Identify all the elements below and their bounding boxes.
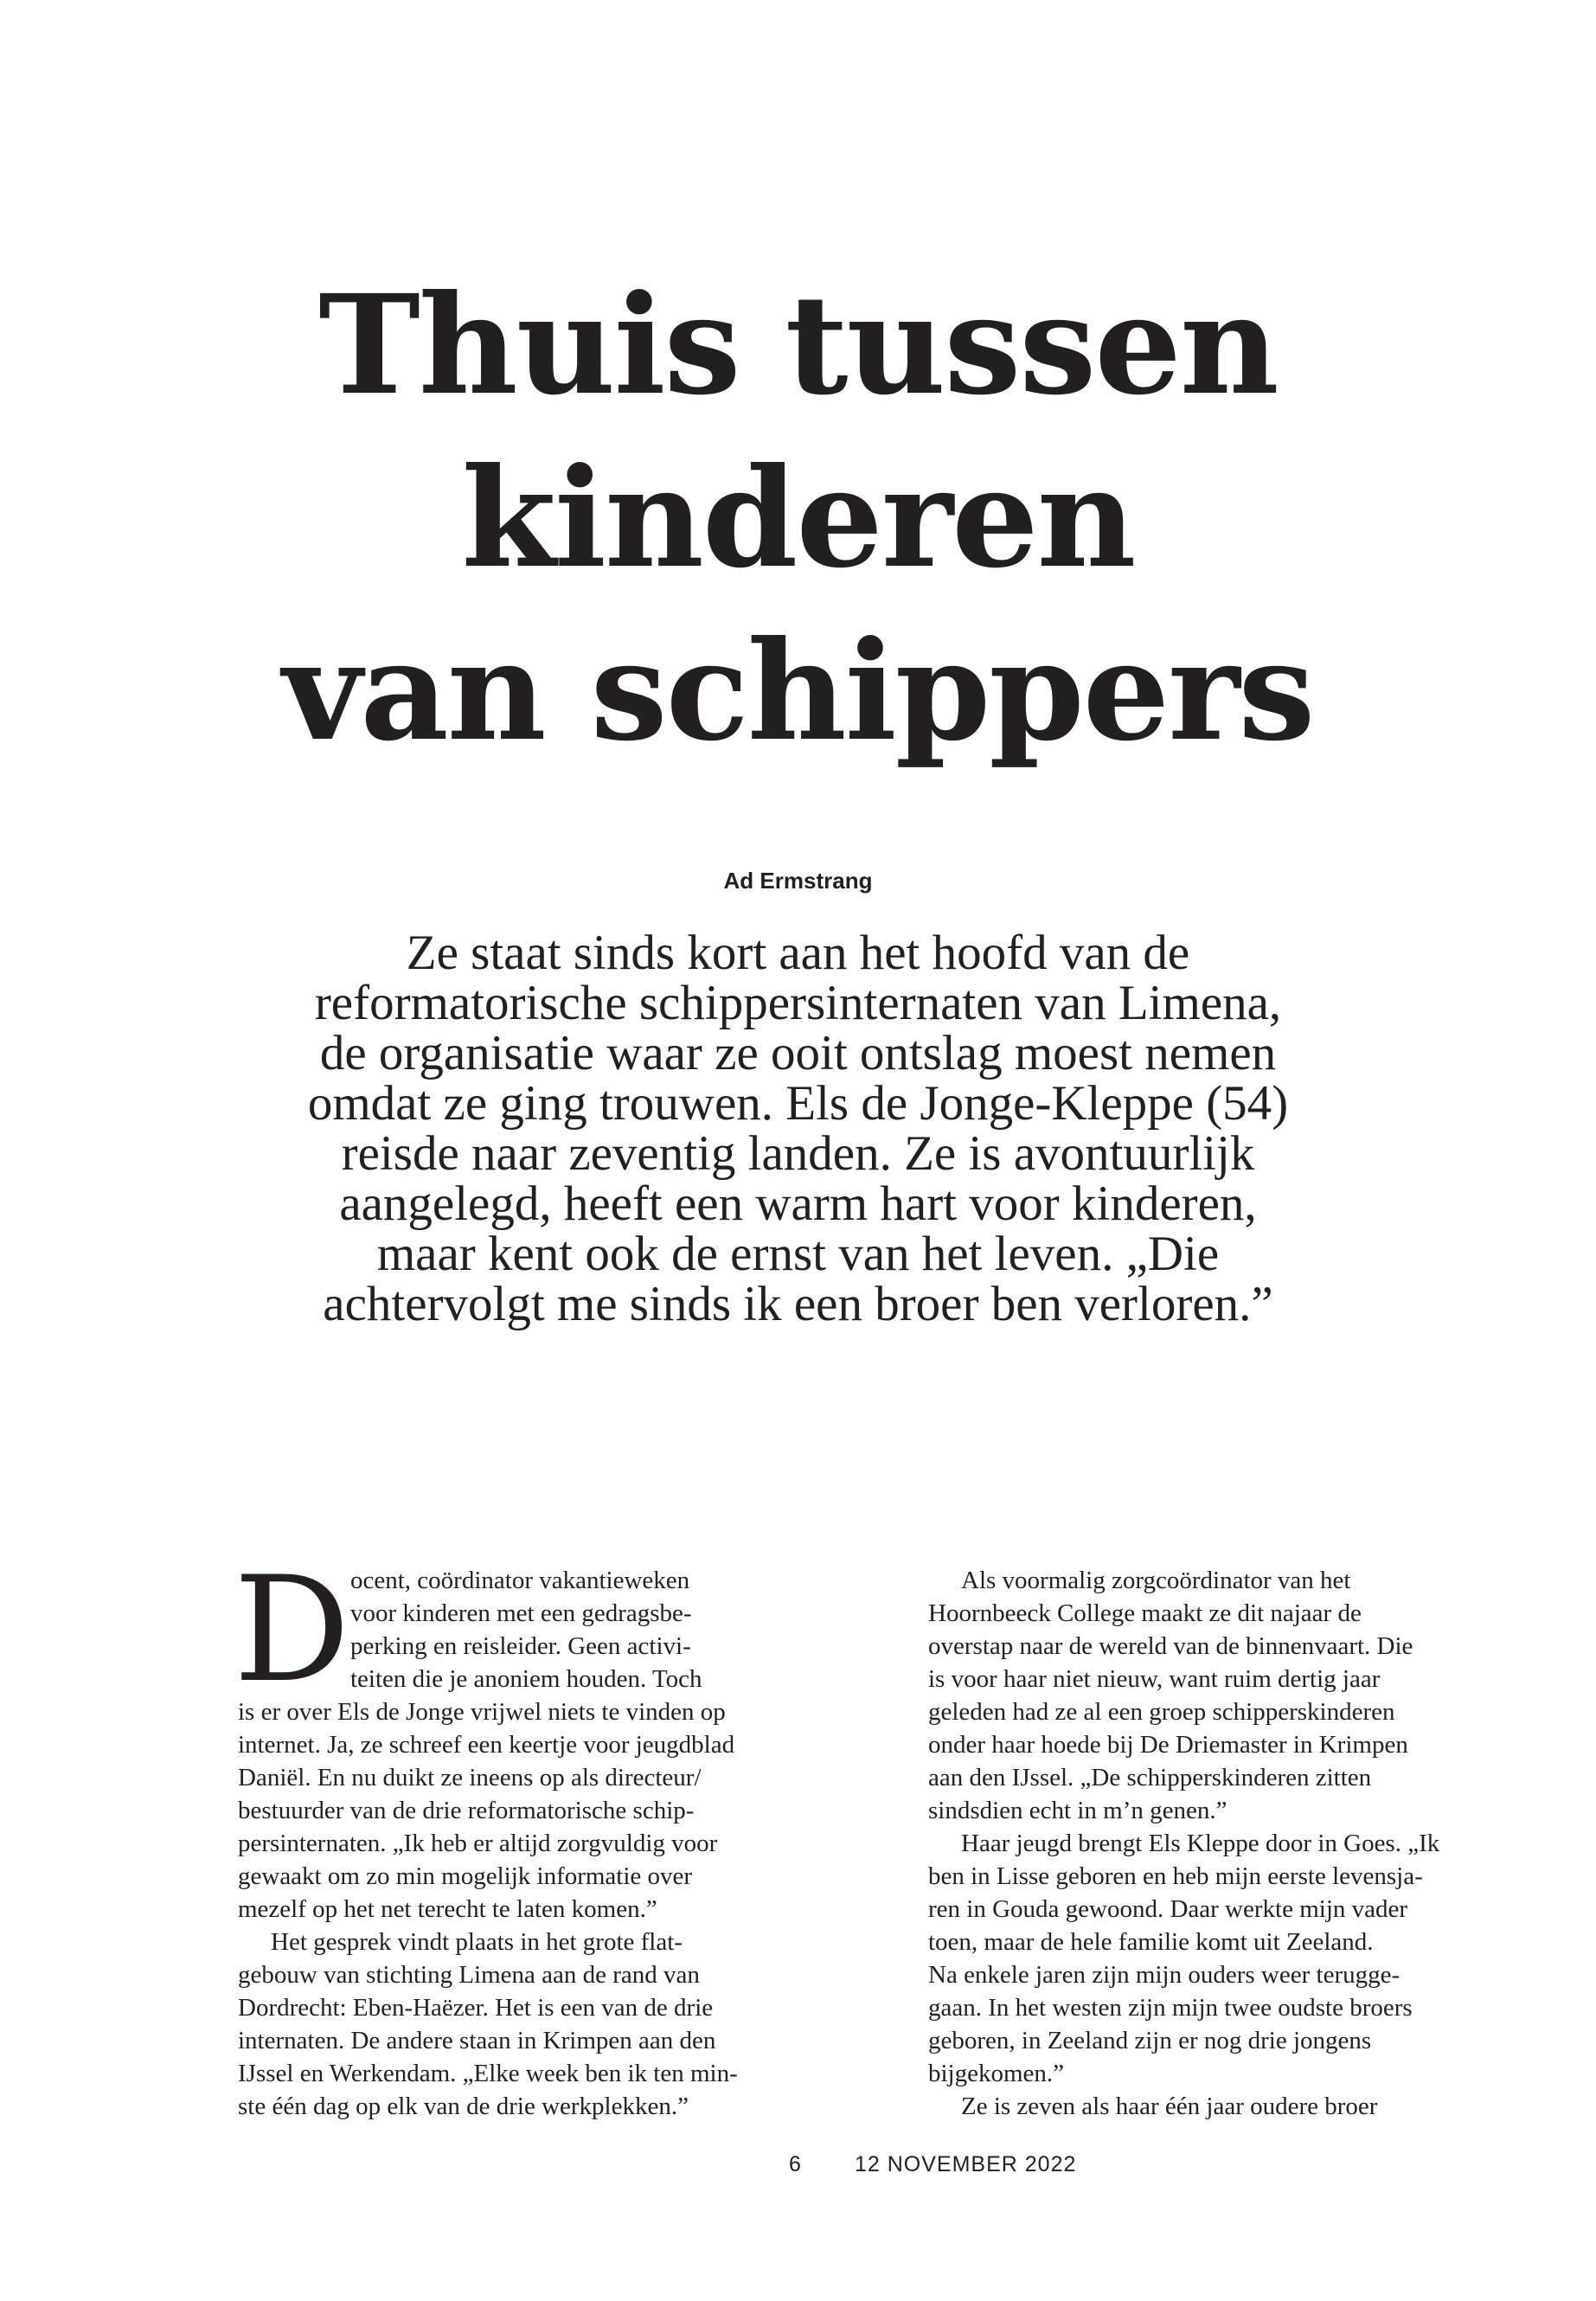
body-line: Haar jeugd brengt Els Kleppe door in Goes. „Ik: [961, 1830, 1440, 1857]
body-line: mezelf op het net terecht te laten komen.”: [238, 1895, 657, 1923]
body-line: ben in Lisse geboren en heb mijn eerste levensja-: [928, 1862, 1423, 1890]
body-line: ren in Gouda gewoond. Daar werkte mijn vader: [928, 1895, 1408, 1923]
intro-line: achtervolgt me sinds ik een broer ben verloren.”: [323, 1277, 1273, 1331]
intro-line: reformatorische schippersinternaten van Limena,: [314, 976, 1282, 1030]
body-line: persinternaten. „Ik heb er altijd zorgvuldig voor: [238, 1830, 718, 1857]
body-line: sindsdien echt in m’n genen.”: [928, 1797, 1227, 1824]
body-line: aan den IJssel. „De schipperskinderen zitten: [928, 1764, 1372, 1791]
body-column-right: [928, 1564, 1482, 2123]
issue-date: 12 NOVEMBER 2022: [855, 2152, 1077, 2176]
body-line: Hoornbeeck College maakt ze dit najaar de: [928, 1599, 1362, 1627]
intro-line: omdat ze ging trouwen. Els de Jonge-Kleppe (54): [307, 1076, 1289, 1131]
headline-line: kinderen: [461, 439, 1135, 599]
headline-line: van schippers: [282, 612, 1314, 772]
page-number: 6: [789, 2152, 801, 2176]
body-line: voor kinderen met een gedragsbe-: [350, 1599, 692, 1627]
body-line: Daniël. En nu duikt ze ineens op als directeur/: [238, 1764, 702, 1791]
body-column-left: [238, 1564, 792, 2123]
body-line: Het gesprek vindt plaats in het grote flat-: [271, 1928, 683, 1956]
intro-line: de organisatie waar ze ooit ontslag moest nemen: [319, 1026, 1277, 1080]
body-line: Dordrecht: Eben-Haëzer. Het is een van de drie: [238, 1994, 714, 2022]
headline-line: Thuis tussen: [318, 266, 1278, 426]
headline: [0, 260, 1596, 779]
body-line: bestuurder van de drie reformatorische schip-: [238, 1797, 695, 1824]
body-line: gaan. In het westen zijn mijn twee oudste broers: [928, 1994, 1413, 2022]
body-line: gebouw van stichting Limena aan de rand van: [238, 1961, 700, 1989]
body-line: bijgekomen.”: [928, 2060, 1065, 2087]
intro-line: maar kent ook de ernst van het leven. „Die: [376, 1227, 1220, 1281]
body-line: perking en reisleider. Geen activi-: [350, 1632, 691, 1660]
body-line: gewaakt om zo min mogelijk informatie over: [238, 1862, 693, 1890]
intro-paragraph: [156, 928, 1440, 1330]
body-line: is voor haar niet nieuw, want ruim dertig jaar: [928, 1665, 1381, 1693]
body-line: onder haar hoede bij De Driemaster in Krimpen: [928, 1731, 1408, 1759]
body-line: internet. Ja, ze schreef een keertje voor jeugdblad: [238, 1731, 735, 1759]
intro-line: reisde naar zeventig landen. Ze is avontuurlijk: [341, 1126, 1255, 1181]
intro-line: aangelegd, heeft een warm hart voor kinderen,: [339, 1176, 1257, 1231]
body-line: overstap naar de wereld van de binnenvaart. Die: [928, 1632, 1413, 1660]
body-line: Als voormalig zorgcoördinator van het: [961, 1567, 1351, 1594]
drop-cap: D: [234, 1545, 350, 1715]
intro-line: Ze staat sinds kort aan het hoofd van de: [406, 926, 1190, 980]
body-line: internaten. De andere staan in Krimpen aan den: [238, 2027, 716, 2054]
body-line: ste één dag op elk van de drie werkplekken.”: [238, 2093, 689, 2120]
body-line: geleden had ze al een groep schipperskinderen: [928, 1698, 1395, 1726]
body-line: Na enkele jaren zijn mijn ouders weer terugge-: [928, 1961, 1401, 1989]
body-line: geboren, in Zeeland zijn er nog drie jongens: [928, 2027, 1372, 2054]
body-line: IJssel en Werkendam. „Elke week ben ik ten min-: [238, 2060, 738, 2087]
body-line: ocent, coördinator vakantieweken: [350, 1567, 690, 1594]
body-line: teiten die je anoniem houden. Toch: [350, 1665, 702, 1693]
byline: Ad Ermstrang: [723, 868, 873, 894]
body-line: Ze is zeven als haar één jaar oudere broer: [961, 2093, 1378, 2120]
body-line: is er over Els de Jonge vrijwel niets te vinden op: [238, 1698, 726, 1726]
body-line: toen, maar de hele familie komt uit Zeeland.: [928, 1928, 1374, 1956]
